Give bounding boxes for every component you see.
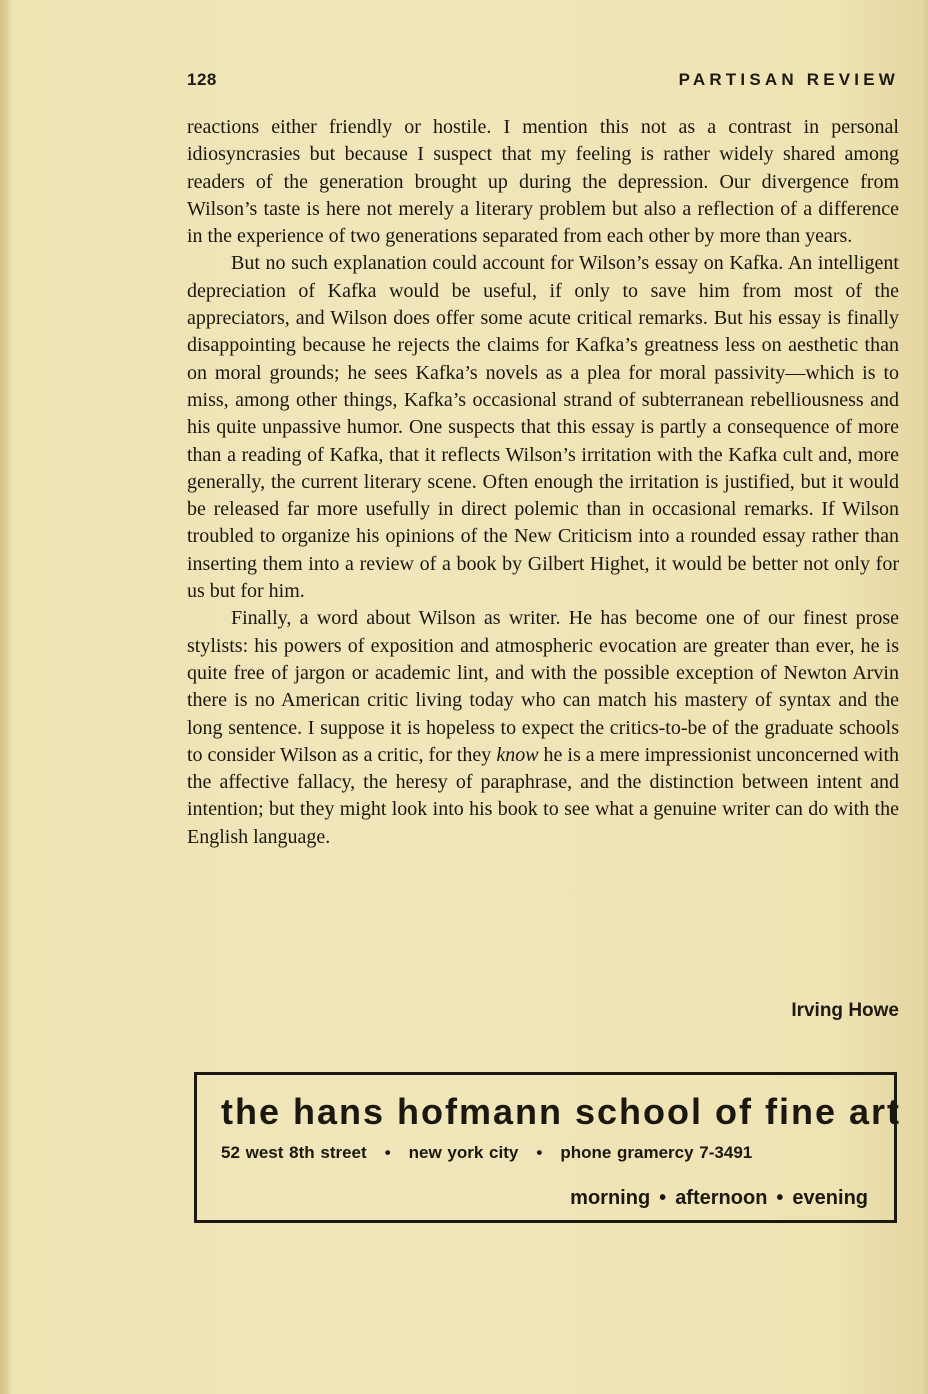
advertisement-title: the hans hofmann school of fine art	[221, 1091, 902, 1132]
paragraph: But no such explanation could account for Wilson’s essay on Kafka. An intelligent depreciation of Kafka would be useful, if only to save him from most of the appreciators, and Wilson does offer some acute critical remarks. But his essay is finally disappointing because he rejects the claims for Kafka’s greatness less on aesthetic than on moral grounds; he sees Kafka’s novels as a plea for moral passivity—which is to miss, among other things, Kafka’s occasional strand of subterranean rebelliousness and his quite unpassive humor. One suspects that this essay is partly a consequence of more than a reading of Kafka, that it reflects Wilson’s irritation with the Kafka cult and, more generally, the current literary scene. Often enough the irritation is justified, but it would be released far more usefully in direct polemic than in occasional remarks. If Wilson troubled to organize his opinions of the New Criticism into a rounded essay rather than inserting them into a review of a book by Gilbert Highet, it would be better not only for us but for him.	[187, 252, 899, 603]
page-edge-shadow	[920, 0, 928, 1394]
journal-name: PARTISAN REVIEW	[678, 70, 899, 89]
author-signature: Irving Howe	[791, 1000, 899, 1021]
advertisement-sessions	[570, 1187, 868, 1210]
separator-dot: •	[776, 1187, 784, 1209]
session-morning: morning	[570, 1187, 651, 1209]
running-head	[187, 70, 899, 94]
page-spine-shadow	[0, 0, 10, 1394]
phone-number: phone gramercy 7-3491	[560, 1143, 753, 1162]
page-number: 128	[187, 70, 217, 89]
session-evening: evening	[792, 1187, 868, 1209]
advertisement-box	[194, 1072, 902, 1223]
paragraph-text: Finally, a word about Wilson as writer. He has become one of our finest prose stylists: his powers of exposition and atmospheric evocation are greater than ever, he is quite free of jargon or academic lint, and with the possible exception of Newton Arvin there is no American critic living today who can match his mastery of syntax and the long sentence. I suppose it is hopeless to expect the critics-to-be of the graduate schools to consider Wilson as a critic, for they	[187, 607, 899, 766]
paragraph-text: he is a mere impressionist unconcerned with the affective fallacy, the heresy of paraphrase, and the distinction between intent and intention; but they might look into his book to see what a genuine writer can do with the English language.	[187, 743, 899, 848]
separator-dot: •	[536, 1143, 543, 1162]
street-address: 52 west 8th street	[221, 1143, 367, 1162]
session-afternoon: afternoon	[675, 1187, 768, 1209]
emphasized-word: know	[496, 743, 539, 766]
article-body	[187, 114, 899, 851]
separator-dot: •	[384, 1143, 391, 1162]
city: new york city	[408, 1143, 519, 1162]
separator-dot: •	[659, 1187, 667, 1209]
paragraph	[187, 605, 899, 851]
paragraph: reactions either friendly or hostile. I mention this not as a contrast in personal idiosyncrasies but because I suspect that my feeling is rather widely shared among readers of the generation brought up during the depression. Our divergence from Wilson’s taste is here not merely a literary problem but also a reflection of a difference in the experience of two generations separated from each other by more than years.	[187, 116, 899, 248]
advertisement-address-line	[221, 1143, 752, 1163]
